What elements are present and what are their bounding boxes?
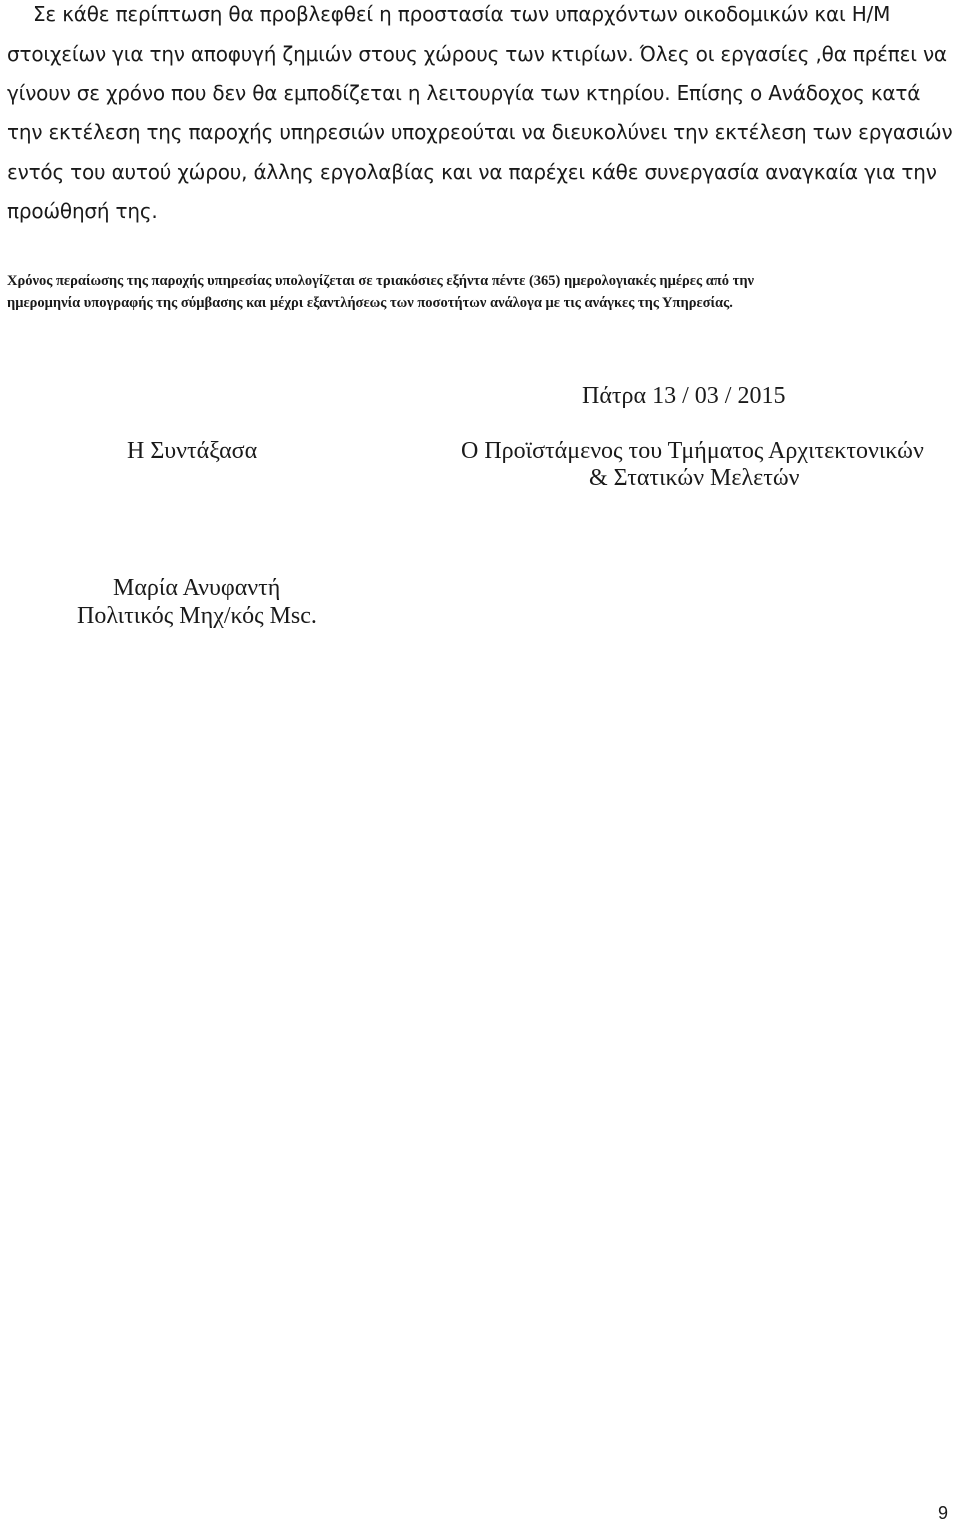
composer-role: Πολιτικός Μηχ/κός Msc. — [77, 603, 317, 629]
duration-line-2: ημερομηνία υπογραφής της σύμβασης και μέχρι εξαντλήσεως των ποσοτήτων ανάλογα με τις ανάγκες της Υπηρεσίας. — [7, 295, 733, 311]
paragraph-line-3: γίνουν σε χρόνο που δεν θα εμποδίζεται η λειτουργία των κτηρίου. Επίσης ο Ανάδοχος κατά — [7, 81, 921, 105]
paragraph-line-1: Σε κάθε περίπτωση θα προβλεφθεί η προστασία των υπαρχόντων οικοδομικών και Η/Μ — [33, 2, 891, 26]
date-line: Πάτρα 13 / 03 / 2015 — [582, 383, 786, 409]
duration-line-1: Χρόνος περαίωσης της παροχής υπηρεσίας υπολογίζεται σε τριακόσιες εξήντα πέντε (365) ημερολογιακές ημέρες από την — [7, 273, 755, 289]
head-title-line-2: & Στατικών Μελετών — [589, 465, 800, 491]
composer-title: Η Συντάξασα — [127, 438, 258, 464]
composer-name: Μαρία Ανυφαντή — [113, 575, 281, 601]
paragraph-line-4: την εκτέλεση της παροχής υπηρεσιών υποχρεούται να διευκολύνει την εκτέλεση των εργασιών — [7, 120, 953, 144]
paragraph-line-5: εντός του αυτού χώρου, άλλης εργολαβίας και να παρέχει κάθε συνεργασία αναγκαία για την — [7, 160, 937, 184]
head-title-line-1: Ο Προϊστάμενος του Τμήματος Αρχιτεκτονικών — [461, 438, 924, 464]
page-number: 9 — [938, 1503, 949, 1523]
paragraph-line-2: στοιχείων για την αποφυγή ζημιών στους χώρους των κτιρίων. Όλες οι εργασίες ,θα πρέπει να — [7, 42, 947, 66]
paragraph-line-6: προώθησή της. — [7, 199, 158, 223]
